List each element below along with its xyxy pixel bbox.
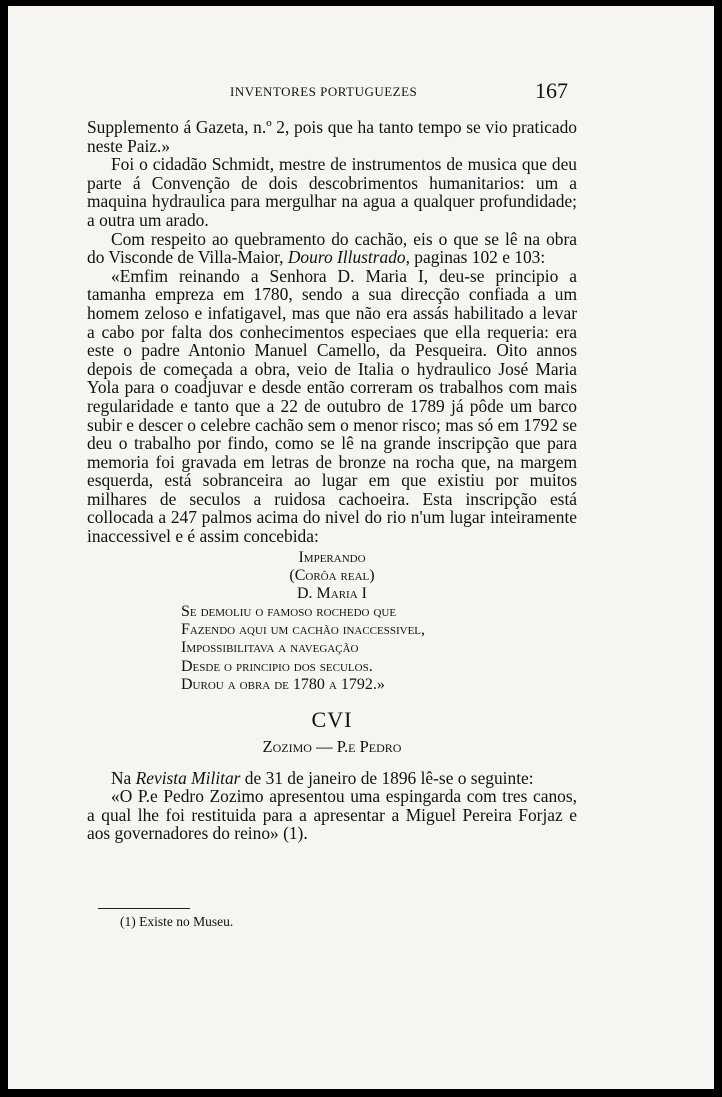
inscription-line: Imperando bbox=[298, 548, 366, 566]
page-header bbox=[8, 80, 714, 104]
inscription-line: Durou a obra de 1780 a 1792.» bbox=[181, 676, 385, 694]
paragraph-cachao-pages: , paginas 102 e 103: bbox=[405, 247, 546, 268]
paragraph-quotation: «Emfim reinando a Senhora D. Maria I, deu-se principio a tamanha empreza em 1780, sendo a sua direcção confiada a um homem zeloso e infatigavel, mas que não era assás habilitado a levar a cabo por falta dos conhecimentos especiaes que ella requeria: era este o padre Antonio Manuel Camello, da Pesqueira. Oito annos depois de começada a obra, veio de Italia o hydraulico José Maria Yola para o coadjuvar e desde então correram os trabalhos com mais regularidade e tanto que a 22 de outubro de 1789 já pôde um barco subir e descer o celebre cachão sem o menor risco; mas só em 1792 se deu o trabalho por findo, como se lê na grande inscripção que para memoria foi gravada em letras de bronze na rocha que, na margem esquerda, está sobranceira ao lugar em que existiu por muitos milhares de seculos a ruidosa cachoeira. Esta inscripção está collocada a 247 palmos acima do nivel do rio n'um lugar inteiramente inaccessivel e é assim concebida: bbox=[87, 265, 577, 547]
paragraph-cachao-text: Com respeito ao quebramento do cachão, eis o que se lê na obra do Visconde de Villa-Maior, bbox=[87, 228, 577, 268]
journal-title-revista-militar: Revista Militar bbox=[135, 767, 241, 788]
inscription-line: (Corôa real) bbox=[289, 566, 375, 584]
book-page bbox=[8, 6, 714, 1089]
footnote: (1) Existe no Museu. bbox=[120, 914, 234, 929]
section-subtitle: Zozimo — P.e Pedro bbox=[262, 736, 402, 756]
page-body bbox=[87, 118, 577, 843]
inscription-block bbox=[87, 549, 577, 695]
book-title-douro-illustrado: Douro Illustrado bbox=[287, 247, 406, 268]
inscription-line: Fazendo aqui um cachão inaccessivel, bbox=[181, 621, 426, 639]
paragraph-zozimo: «O P.e Pedro Zozimo apresentou uma espingarda com tres canos, a qual lhe foi restituida para a apresentar a Miguel Pereira Forjaz e aos governadores do reino» (1). bbox=[87, 786, 577, 844]
inscription-line: D. Maria I bbox=[297, 584, 367, 602]
paragraph-schmidt: Foi o cidadão Schmidt, mestre de instrumentos de musica que deu parte á Convenção de dois descobrimentos humanitarios: um a maquina hydraulica para mergulhar na agua a qualquer profundidade; a outra um arado. bbox=[87, 154, 577, 230]
paragraph-revista-date: de 31 de janeiro de 1896 lê-se o seguinte: bbox=[240, 767, 534, 788]
section-number: CVI bbox=[311, 706, 353, 732]
paragraph-revista bbox=[87, 769, 577, 788]
page-number: 167 bbox=[535, 78, 568, 103]
paragraph-cachao bbox=[87, 230, 577, 267]
inscription-line: Impossibilitava a navegação bbox=[181, 639, 359, 657]
footnote-divider bbox=[98, 908, 190, 909]
inscription-line: Desde o principio dos seculos. bbox=[181, 657, 373, 675]
running-title: INVENTORES PORTUGUEZES bbox=[230, 84, 418, 99]
inscription-line: Se demoliu o famoso rochedo que bbox=[181, 602, 397, 620]
paragraph-continuation: Supplemento á Gazeta, n.º 2, pois que ha tanto tempo se vio praticado neste Paiz.» bbox=[87, 117, 577, 156]
paragraph-revista-intro: Na bbox=[111, 767, 136, 788]
